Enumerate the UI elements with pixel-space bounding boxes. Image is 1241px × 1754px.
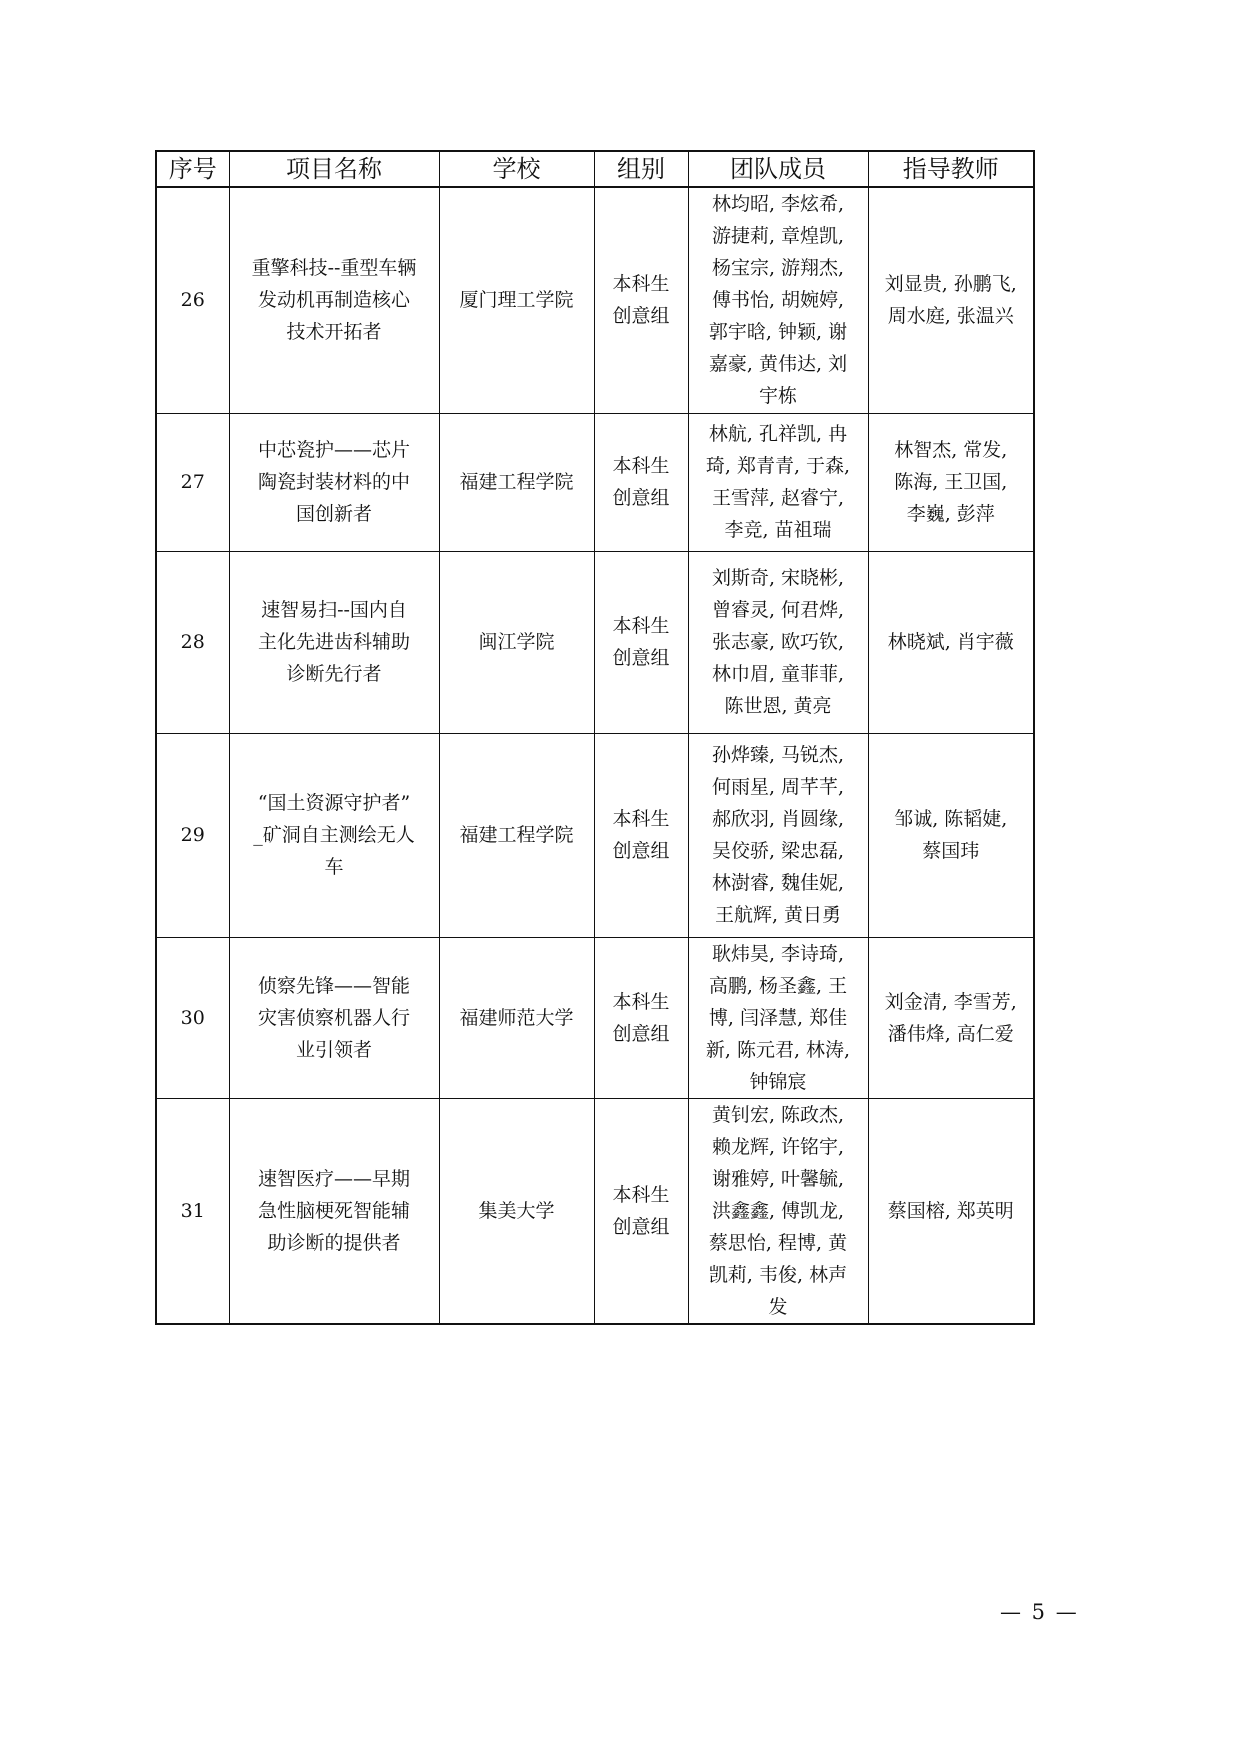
group bbox=[594, 1098, 688, 1324]
table-row bbox=[156, 937, 1034, 1098]
advisors bbox=[868, 551, 1034, 733]
project-name bbox=[229, 413, 439, 551]
group-line: 本科生 bbox=[612, 808, 670, 830]
team-members-line: 钟锦宸 bbox=[749, 1070, 807, 1093]
advisors-line: 刘金清, 李雪芳, bbox=[884, 990, 1017, 1013]
group-line: 本科生 bbox=[612, 455, 670, 477]
team-members-line: 郝欣羽, 肖圆缘, bbox=[711, 808, 845, 830]
group-line: 本科生 bbox=[612, 273, 670, 296]
advisors bbox=[868, 187, 1034, 413]
team-members-line: 林巾眉, 童菲菲, bbox=[711, 663, 845, 685]
school: 福建工程学院 bbox=[439, 733, 594, 937]
project-name-line: 主化先进齿科辅助 bbox=[257, 631, 410, 653]
project-name-line: 发动机再制造核心 bbox=[257, 289, 410, 312]
project-name-line: 技术开拓者 bbox=[286, 321, 382, 344]
project-name bbox=[229, 1098, 439, 1324]
group-line: 本科生 bbox=[612, 1183, 670, 1206]
group-line: 创意组 bbox=[612, 647, 670, 669]
team-members bbox=[688, 413, 868, 551]
header-cell: 序号 bbox=[156, 151, 229, 187]
group-line: 创意组 bbox=[612, 1022, 670, 1045]
team-members-line: 王雪萍, 赵睿宁, bbox=[711, 487, 845, 509]
team-members-line: 郭宇晗, 钟颖, 谢 bbox=[708, 321, 848, 344]
team-members bbox=[688, 733, 868, 937]
group bbox=[594, 551, 688, 733]
team-members-line: 蔡思怡, 程博, 黄 bbox=[708, 1231, 848, 1254]
advisors bbox=[868, 413, 1034, 551]
row-number: 31 bbox=[156, 1098, 229, 1324]
advisors-line: 潘伟烽, 高仁爱 bbox=[887, 1022, 1014, 1045]
team-members-line: 孙烨臻, 马锐杰, bbox=[711, 744, 845, 766]
group-line: 创意组 bbox=[612, 487, 670, 509]
advisors-line: 林智杰, 常发, bbox=[894, 439, 1008, 461]
project-name-line: 侦察先锋——智能 bbox=[257, 974, 410, 997]
project-name-line: 国创新者 bbox=[295, 503, 372, 525]
team-members-line: 赖龙辉, 许铭宇, bbox=[711, 1135, 845, 1158]
team-members-line: 吴佼骄, 梁忠磊, bbox=[711, 840, 845, 862]
group bbox=[594, 187, 688, 413]
group bbox=[594, 733, 688, 937]
project-name-line: 陶瓷封装材料的中 bbox=[257, 471, 410, 493]
project-name-line: 速智易扫--国内自 bbox=[261, 599, 407, 621]
team-members-line: 谢雅婷, 叶馨毓, bbox=[711, 1167, 845, 1190]
team-members-line: 凯莉, 韦俊, 林声 bbox=[708, 1263, 848, 1286]
group bbox=[594, 413, 688, 551]
project-name bbox=[229, 937, 439, 1098]
team-members-line: 林均昭, 李炫希, bbox=[711, 193, 845, 216]
project-name-line: 中芯瓷护——芯片 bbox=[257, 439, 410, 461]
header-cell: 团队成员 bbox=[688, 151, 868, 187]
school: 福建工程学院 bbox=[439, 413, 594, 551]
project-name-line: 诊断先行者 bbox=[286, 663, 382, 685]
project-name-line: 速智医疗——早期 bbox=[257, 1167, 410, 1190]
header-cell: 指导教师 bbox=[868, 151, 1034, 187]
advisors bbox=[868, 937, 1034, 1098]
advisors-line: 陈海, 王卫国, bbox=[894, 471, 1008, 493]
row-number: 26 bbox=[156, 187, 229, 413]
team-members-line: 林澍睿, 魏佳妮, bbox=[711, 872, 845, 894]
team-members-line: 张志豪, 欧巧钦, bbox=[711, 631, 845, 653]
team-members-line: 高鹏, 杨圣鑫, 王 bbox=[708, 974, 848, 997]
advisors-line: 蔡国玮 bbox=[922, 840, 980, 862]
row-number: 29 bbox=[156, 733, 229, 937]
advisors-line: 邹诚, 陈韬婕, bbox=[894, 808, 1008, 830]
header-cell: 学校 bbox=[439, 151, 594, 187]
project-name-line: 车 bbox=[324, 856, 344, 878]
team-members-line: 发 bbox=[768, 1295, 788, 1318]
team-members-line: 李竞, 苗祖瑞 bbox=[724, 519, 832, 541]
team-members-line: 傅书怡, 胡婉婷, bbox=[711, 289, 845, 312]
group-line: 本科生 bbox=[612, 615, 670, 637]
advisors-line: 林晓斌, 肖宇薇 bbox=[887, 631, 1014, 653]
header-cell: 项目名称 bbox=[229, 151, 439, 187]
team-members bbox=[688, 1098, 868, 1324]
table-body bbox=[156, 187, 1034, 1324]
team-members-line: 黄钊宏, 陈政杰, bbox=[711, 1103, 845, 1126]
team-members bbox=[688, 551, 868, 733]
team-members-line: 琦, 郑青青, 于森, bbox=[705, 455, 851, 477]
team-members-line: 游捷莉, 章煌凯, bbox=[711, 225, 845, 248]
team-members bbox=[688, 187, 868, 413]
team-members-line: 何雨星, 周芊芊, bbox=[711, 776, 845, 798]
team-members-line: 新, 陈元君, 林涛, bbox=[705, 1038, 851, 1061]
team-members-line: 曾睿灵, 何君烨, bbox=[711, 599, 845, 621]
advisors-line: 李巍, 彭萍 bbox=[906, 503, 995, 525]
group-line: 创意组 bbox=[612, 1215, 670, 1238]
school: 集美大学 bbox=[439, 1098, 594, 1324]
project-name-line: 业引领者 bbox=[295, 1038, 372, 1061]
row-number: 27 bbox=[156, 413, 229, 551]
table-row bbox=[156, 551, 1034, 733]
row-number: 30 bbox=[156, 937, 229, 1098]
team-members-line: 博, 闫泽慧, 郑佳 bbox=[708, 1006, 848, 1029]
table-row bbox=[156, 1098, 1034, 1324]
team-members bbox=[688, 937, 868, 1098]
project-list-table bbox=[155, 150, 1035, 1325]
school: 闽江学院 bbox=[439, 551, 594, 733]
row-number: 28 bbox=[156, 551, 229, 733]
group bbox=[594, 937, 688, 1098]
project-name bbox=[229, 187, 439, 413]
team-members-line: 杨宝宗, 游翔杰, bbox=[711, 257, 845, 280]
group-line: 本科生 bbox=[612, 990, 670, 1013]
project-name bbox=[229, 551, 439, 733]
school: 厦门理工学院 bbox=[439, 187, 594, 413]
advisors bbox=[868, 733, 1034, 937]
team-members-line: 嘉豪, 黄伟达, 刘 bbox=[708, 353, 848, 376]
team-members-line: 陈世恩, 黄亮 bbox=[724, 695, 832, 717]
advisors-line: 周水庭, 张温兴 bbox=[887, 305, 1014, 328]
project-name-line: _矿洞自主测绘无人 bbox=[253, 824, 415, 846]
advisors-line: 刘显贵, 孙鹏飞, bbox=[884, 273, 1017, 296]
project-name-line: “国土资源守护者” bbox=[257, 792, 411, 814]
table-row bbox=[156, 733, 1034, 937]
project-name-line: 灾害侦察机器人行 bbox=[257, 1006, 410, 1029]
advisors-line: 蔡国榕, 郑英明 bbox=[887, 1199, 1014, 1222]
table-header-row bbox=[156, 151, 1034, 187]
team-members-line: 刘斯奇, 宋晓彬, bbox=[711, 567, 845, 589]
project-name bbox=[229, 733, 439, 937]
project-name-line: 重擎科技--重型车辆 bbox=[251, 257, 417, 280]
page-number: — 5 — bbox=[1000, 1600, 1079, 1624]
advisors bbox=[868, 1098, 1034, 1324]
team-members-line: 林航, 孔祥凯, 冉 bbox=[708, 423, 848, 445]
school: 福建师范大学 bbox=[439, 937, 594, 1098]
group-line: 创意组 bbox=[612, 305, 670, 328]
header-cell: 组别 bbox=[594, 151, 688, 187]
project-name-line: 急性脑梗死智能辅 bbox=[257, 1199, 410, 1222]
table-row bbox=[156, 413, 1034, 551]
project-name-line: 助诊断的提供者 bbox=[267, 1231, 401, 1254]
table-row bbox=[156, 187, 1034, 413]
team-members-line: 王航辉, 黄日勇 bbox=[714, 904, 842, 926]
team-members-line: 洪鑫鑫, 傅凯龙, bbox=[711, 1199, 845, 1222]
group-line: 创意组 bbox=[612, 840, 670, 862]
team-members-line: 耿炜昊, 李诗琦, bbox=[711, 942, 845, 965]
team-members-line: 宇栋 bbox=[758, 385, 797, 408]
